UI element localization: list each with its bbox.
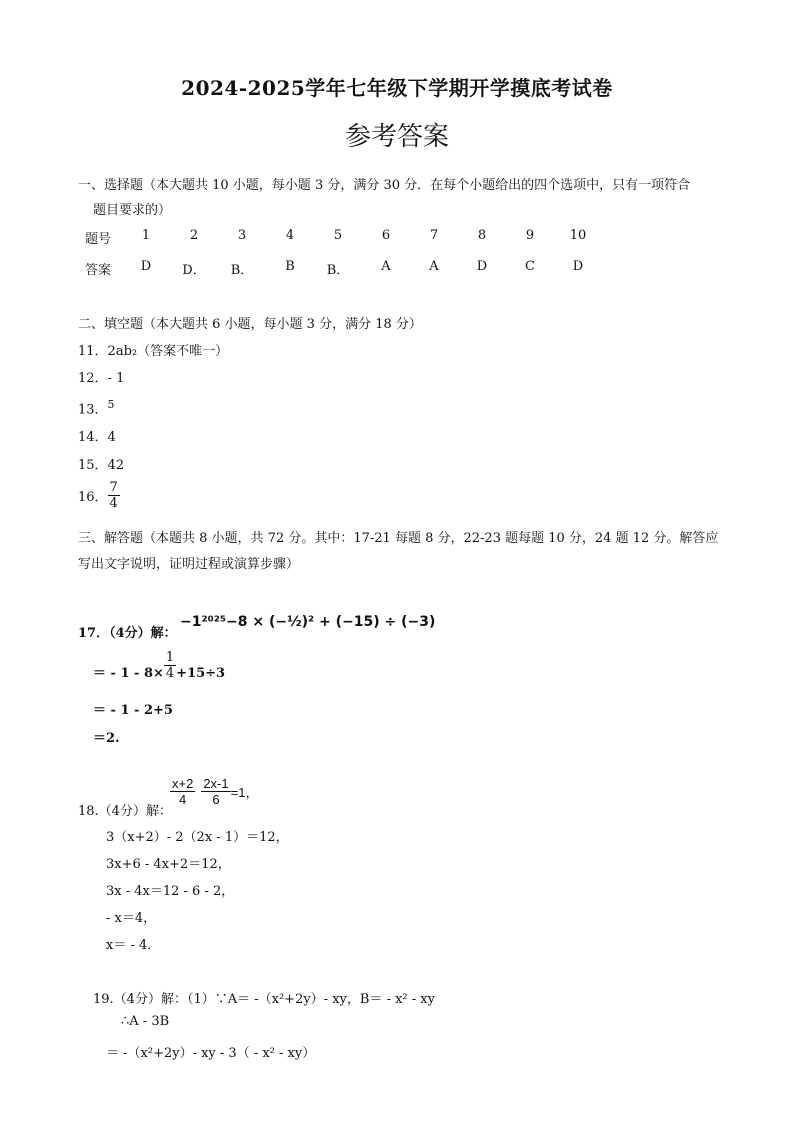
q17-label: 17．（4分）解： bbox=[78, 626, 177, 641]
answer-q14: 14．4 bbox=[78, 430, 116, 445]
answer-row-label: 答案 bbox=[84, 263, 111, 278]
question-number: 4 bbox=[285, 228, 295, 243]
q18-step: 3x - 4x＝12 - 6 - 2， bbox=[106, 884, 235, 899]
q18-step: 3x+6 - 4x+2＝12， bbox=[106, 857, 231, 872]
answer-table-question-row bbox=[78, 228, 718, 246]
answer-value: C bbox=[525, 259, 535, 274]
answer-value: A bbox=[429, 259, 439, 274]
answer-table-answer-row bbox=[78, 259, 718, 277]
q17-step3: ＝2. bbox=[93, 731, 120, 746]
question-number: 7 bbox=[429, 228, 439, 243]
page-title: 2024-2025学年七年级下学期开学摸底考试卷 bbox=[181, 76, 613, 100]
section1-heading-cont: 题目要求的） bbox=[93, 203, 172, 218]
q13-label: 13． bbox=[78, 402, 108, 418]
q17-step1-b: +15÷3 bbox=[176, 666, 226, 681]
section3-heading-cont: 写出文字说明，证明过程或演算步骤） bbox=[78, 557, 300, 572]
q18-step: - x＝4， bbox=[106, 911, 157, 926]
question-number: 10 bbox=[569, 228, 587, 243]
answer-value: B． bbox=[230, 263, 254, 278]
answer-value: D bbox=[140, 259, 152, 274]
answer-q16 bbox=[78, 480, 120, 511]
question-number: 1 bbox=[141, 228, 151, 243]
q17-denominator: 4 bbox=[165, 666, 175, 681]
q18-f2-num: 2x-1 bbox=[203, 776, 229, 791]
answer-value: A bbox=[381, 259, 391, 274]
question-number: 2 bbox=[189, 228, 199, 243]
section1-heading: 一、选择题（本大题共 10 小题，每小题 3 分，满分 30 分．在每个小题给出的四个选项中，只有一项符合 bbox=[78, 178, 691, 193]
q19-line1: 19.（4分）解：（1）∵A＝ -（x²+2y）- xy，B＝ - x² - xy bbox=[93, 992, 435, 1007]
q13-value: 5 bbox=[107, 398, 115, 411]
q18-step: x＝ - 4． bbox=[106, 938, 161, 953]
answer-value: D． bbox=[182, 263, 206, 278]
q19-line3: ＝ -（x²+2y）- xy - 3（ - x² - xy） bbox=[106, 1046, 316, 1061]
q17-step2: ＝ - 1 - 2+5 bbox=[93, 703, 173, 718]
q16-fraction bbox=[108, 480, 120, 511]
q18-f2-den: 6 bbox=[212, 792, 220, 807]
question-number: 5 bbox=[333, 228, 343, 243]
answer-value: B bbox=[285, 259, 295, 274]
q17-numerator: 1 bbox=[165, 650, 175, 665]
answer-value: B． bbox=[326, 263, 350, 278]
q17-step1-a: ＝ - 1 - 8× bbox=[93, 666, 164, 681]
q18-f1-num: x+2 bbox=[172, 776, 194, 791]
q18-f1-den: 4 bbox=[179, 792, 187, 807]
q18-fraction-1 bbox=[170, 776, 195, 807]
q16-denominator: 4 bbox=[109, 496, 118, 511]
question-number: 3 bbox=[237, 228, 247, 243]
q18-step: 3（x+2）- 2（2x - 1）＝12， bbox=[106, 830, 289, 845]
answer-q13 bbox=[78, 398, 115, 417]
q16-numerator: 7 bbox=[109, 480, 118, 495]
q18-fraction-2 bbox=[201, 776, 230, 807]
q18-eq-tail: =1， bbox=[230, 785, 259, 800]
answer-q15: 15．42 bbox=[78, 458, 125, 473]
q17-step1 bbox=[93, 650, 225, 681]
answer-q11: 11．2ab₂（答案不唯一） bbox=[78, 344, 229, 359]
question-row-label: 题号 bbox=[84, 232, 111, 247]
page-subtitle: 参考答案 bbox=[344, 122, 449, 152]
q18-label: 18.（4分）解： bbox=[78, 804, 172, 819]
q17-expression: −1²⁰²⁵−8 × (−½)² + (−15) ÷ (−3) bbox=[180, 614, 436, 630]
answer-value: D bbox=[476, 259, 488, 274]
q17-fraction bbox=[164, 650, 176, 681]
answer-value: D bbox=[572, 259, 584, 274]
question-number: 8 bbox=[477, 228, 487, 243]
section2-heading: 二、填空题（本大题共 6 小题，每小题 3 分，满分 18 分） bbox=[78, 317, 422, 332]
question-number: 6 bbox=[381, 228, 391, 243]
answer-q12: 12．- 1 bbox=[78, 371, 125, 386]
question-number: 9 bbox=[525, 228, 535, 243]
q16-label: 16． bbox=[78, 490, 108, 505]
q18-equation bbox=[170, 776, 258, 807]
section3-heading: 三、解答题（本题共 8 小题，共 72 分。其中：17-21 每题 8 分，22-23 题每题 10 分，24 题 12 分。解答应 bbox=[78, 531, 719, 546]
q19-line2: ∴A - 3B bbox=[121, 1014, 170, 1029]
